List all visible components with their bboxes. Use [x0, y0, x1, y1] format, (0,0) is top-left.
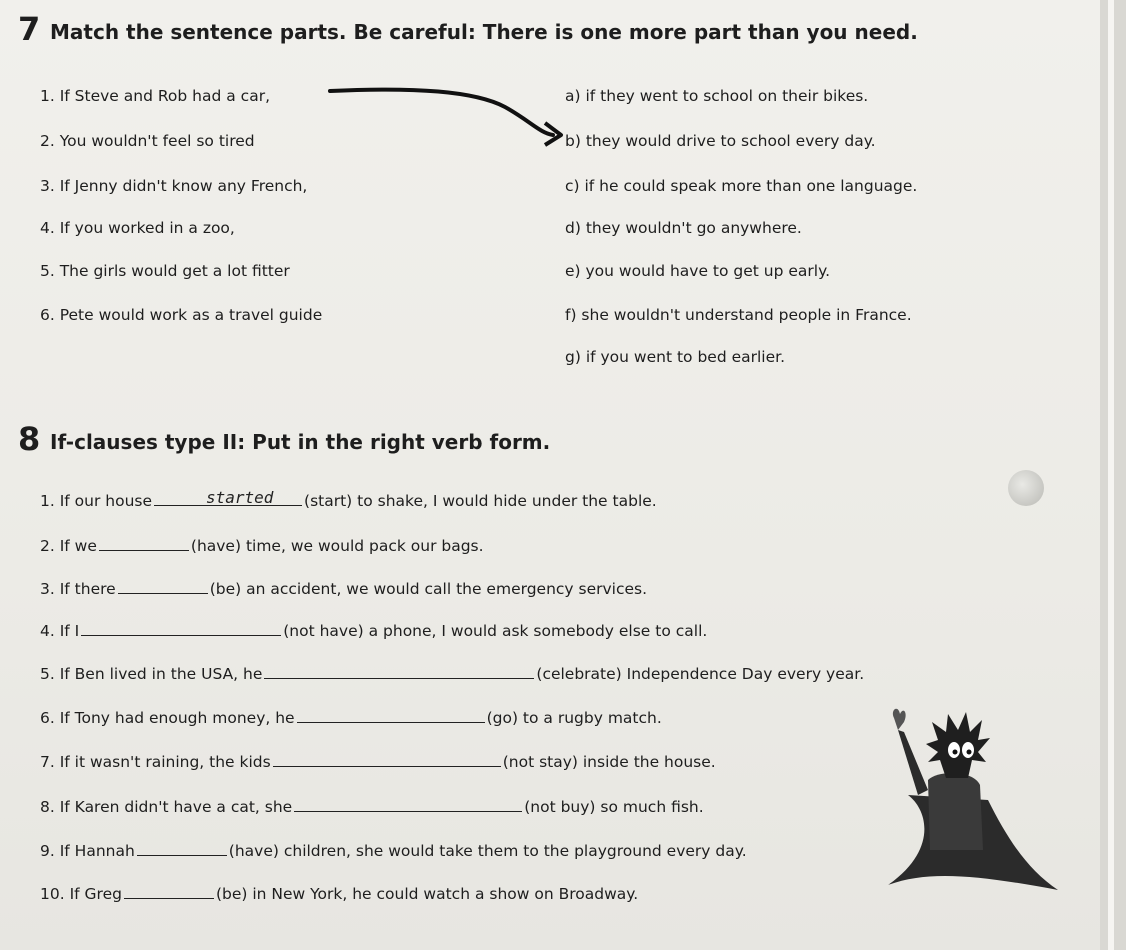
ex7-right-e: e) you would have to get up early.	[565, 262, 830, 280]
match-arrow-icon	[325, 85, 570, 155]
ex7-left-1: 1. If Steve and Rob had a car,	[40, 87, 271, 105]
page-edge	[1100, 0, 1126, 950]
ex7-right-c: c) if he could speak more than one language.	[565, 177, 918, 195]
handwritten-answer: started	[206, 488, 274, 507]
item-suffix: (start) to shake, I would hide under the table.	[304, 492, 657, 510]
item-suffix: (go) to a rugby match.	[486, 709, 662, 727]
ex8-item-4	[40, 622, 707, 640]
item-suffix: (celebrate) Independence Day every year.	[536, 665, 865, 683]
item-suffix: (not buy) so much fish.	[524, 798, 704, 816]
item-suffix: (have) time, we would pack our bags.	[190, 537, 484, 555]
item-prefix: 6. If Tony had enough money, he	[40, 709, 295, 727]
item-suffix: (be) an accident, we would call the emergency services.	[209, 580, 648, 598]
ex7-left-2: 2. You wouldn't feel so tired	[40, 132, 255, 150]
vampire-illustration-icon	[868, 700, 1068, 900]
ex7-right-g: g) if you went to bed earlier.	[565, 348, 786, 366]
answer-line[interactable]	[297, 721, 485, 723]
item-prefix: 8. If Karen didn't have a cat, she	[40, 798, 293, 816]
ex8-item-6	[40, 709, 662, 727]
answer-line[interactable]	[124, 897, 214, 899]
ex7-right-d: d) they wouldn't go anywhere.	[565, 219, 802, 237]
exercise-8-number: 8	[18, 420, 41, 458]
item-suffix: (not stay) inside the house.	[502, 753, 716, 771]
item-prefix: 10. If Greg	[40, 885, 122, 903]
ex7-left-6: 6. Pete would work as a travel guide	[40, 306, 323, 324]
ex8-item-3	[40, 580, 647, 598]
item-prefix: 9. If Hannah	[40, 842, 135, 860]
ball-illustration	[1008, 470, 1044, 506]
ex7-right-f: f) she wouldn't understand people in France.	[565, 306, 912, 324]
exercise-8-title: If-clauses type II: Put in the right verb form.	[50, 430, 551, 454]
item-prefix: 3. If there	[40, 580, 116, 598]
item-suffix: (have) children, she would take them to the playground every day.	[228, 842, 747, 860]
ex8-item-2	[40, 537, 484, 555]
answer-line[interactable]	[81, 634, 281, 636]
answer-line[interactable]	[273, 765, 501, 767]
ex8-item-10	[40, 885, 638, 903]
ex7-left-3: 3. If Jenny didn't know any French,	[40, 177, 308, 195]
ex8-item-9	[40, 842, 747, 860]
answer-line[interactable]	[99, 549, 189, 551]
item-prefix: 2. If we	[40, 537, 97, 555]
item-prefix: 1. If our house	[40, 492, 153, 510]
answer-line[interactable]	[137, 854, 227, 856]
item-prefix: 5. If Ben lived in the USA, he	[40, 665, 263, 683]
ex7-left-4: 4. If you worked in a zoo,	[40, 219, 235, 237]
ex8-item-8	[40, 798, 704, 816]
answer-line[interactable]	[118, 592, 208, 594]
exercise-7-number: 7	[18, 10, 41, 48]
item-suffix: (be) in New York, he could watch a show on Broadway.	[215, 885, 639, 903]
exercise-7-title: Match the sentence parts. Be careful: There is one more part than you need.	[50, 20, 918, 44]
ex8-item-5	[40, 665, 864, 683]
item-prefix: 4. If I	[40, 622, 80, 640]
item-suffix: (not have) a phone, I would ask somebody else to call.	[283, 622, 708, 640]
answer-line[interactable]	[264, 677, 534, 679]
ex7-right-b: b) they would drive to school every day.	[565, 132, 876, 150]
ex7-left-5: 5. The girls would get a lot fitter	[40, 262, 290, 280]
item-prefix: 7. If it wasn't raining, the kids	[40, 753, 271, 771]
ex8-item-1	[40, 492, 657, 510]
answer-line[interactable]	[294, 810, 522, 812]
ex7-right-a: a) if they went to school on their bikes.	[565, 87, 869, 105]
ex8-item-7	[40, 753, 716, 771]
